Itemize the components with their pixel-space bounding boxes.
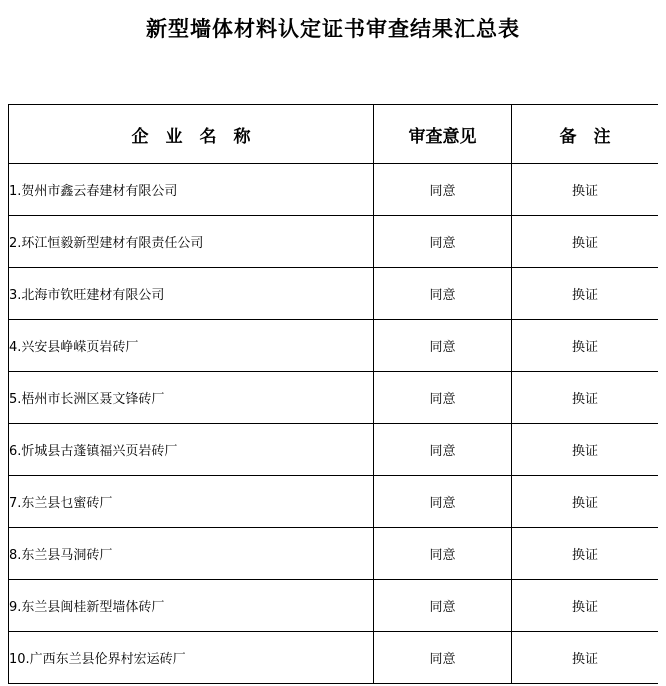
table-row bbox=[9, 632, 659, 684]
remark-cell: 换证 bbox=[512, 216, 659, 268]
company-name-cell: 10.广西东兰县伦界村宏运砖厂 bbox=[9, 632, 374, 684]
review-opinion-cell: 同意 bbox=[374, 580, 512, 632]
company-name-cell: 9.东兰县闽桂新型墙体砖厂 bbox=[9, 580, 374, 632]
review-opinion-cell: 同意 bbox=[374, 424, 512, 476]
remark-cell: 换证 bbox=[512, 528, 659, 580]
company-name-cell: 8.东兰县马洞砖厂 bbox=[9, 528, 374, 580]
table-row bbox=[9, 528, 659, 580]
review-opinion-cell: 同意 bbox=[374, 216, 512, 268]
table-row bbox=[9, 372, 659, 424]
review-opinion-cell: 同意 bbox=[374, 476, 512, 528]
document-title: 新型墙体材料认定证书审查结果汇总表 bbox=[146, 16, 520, 41]
company-name-cell: 2.环江恒毅新型建材有限责任公司 bbox=[9, 216, 374, 268]
remark-cell: 换证 bbox=[512, 632, 659, 684]
review-results-table-container bbox=[8, 104, 658, 686]
remark-cell: 换证 bbox=[512, 372, 659, 424]
review-opinion-cell: 同意 bbox=[374, 320, 512, 372]
header-review-opinion: 审查意见 bbox=[374, 105, 512, 164]
review-opinion-cell: 同意 bbox=[374, 268, 512, 320]
review-opinion-cell: 同意 bbox=[374, 372, 512, 424]
company-name-cell: 1.贺州市鑫云春建材有限公司 bbox=[9, 164, 374, 216]
company-name-cell: 7.东兰县乜蜜砖厂 bbox=[9, 476, 374, 528]
remark-cell: 换证 bbox=[512, 476, 659, 528]
company-name-cell: 6.忻城县古蓬镇福兴页岩砖厂 bbox=[9, 424, 374, 476]
company-name-cell: 5.梧州市长洲区聂文锋砖厂 bbox=[9, 372, 374, 424]
company-name-cell: 4.兴安县峥嵘页岩砖厂 bbox=[9, 320, 374, 372]
header-company-name: 企 业 名 称 bbox=[9, 105, 374, 164]
review-results-table bbox=[8, 104, 658, 684]
table-row bbox=[9, 476, 659, 528]
review-opinion-cell: 同意 bbox=[374, 632, 512, 684]
remark-cell: 换证 bbox=[512, 164, 659, 216]
review-opinion-cell: 同意 bbox=[374, 164, 512, 216]
header-remark: 备 注 bbox=[512, 105, 659, 164]
table-row bbox=[9, 164, 659, 216]
remark-cell: 换证 bbox=[512, 580, 659, 632]
table-row bbox=[9, 216, 659, 268]
company-name-cell: 3.北海市钦旺建材有限公司 bbox=[9, 268, 374, 320]
remark-cell: 换证 bbox=[512, 424, 659, 476]
table-header-row bbox=[9, 105, 659, 164]
table-row bbox=[9, 580, 659, 632]
table-row bbox=[9, 424, 659, 476]
remark-cell: 换证 bbox=[512, 320, 659, 372]
table-row bbox=[9, 320, 659, 372]
remark-cell: 换证 bbox=[512, 268, 659, 320]
review-opinion-cell: 同意 bbox=[374, 528, 512, 580]
table-row bbox=[9, 268, 659, 320]
